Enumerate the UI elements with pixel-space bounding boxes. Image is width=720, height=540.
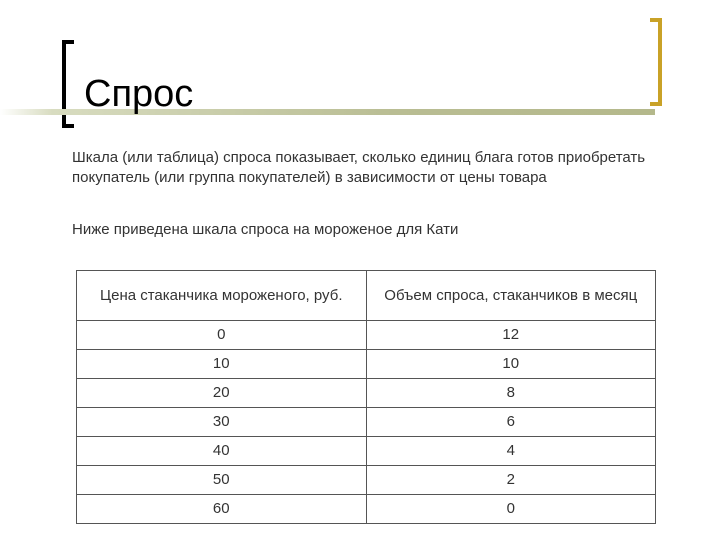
price-cell: 60 [77,495,367,524]
price-cell: 40 [77,437,367,466]
quantity-cell: 0 [366,495,656,524]
intro-paragraph: Ниже приведена шкала спроса на мороженое для Кати [72,221,459,238]
quantity-cell: 4 [366,437,656,466]
quantity-cell: 12 [366,321,656,350]
price-cell: 20 [77,379,367,408]
definition-paragraph: Шкала (или таблица) спроса показывает, сколько единиц блага готов приобретать покупатель (или группа покупателей) в зависимости от цены товара [72,149,646,186]
price-cell: 50 [77,466,367,495]
price-cell: 0 [77,321,367,350]
table-row [77,379,656,408]
price-cell: 10 [77,350,367,379]
table-row [77,350,656,379]
quantity-cell: 10 [366,350,656,379]
table-row [77,437,656,466]
right-bracket-decoration [650,18,662,106]
quantity-cell: 8 [366,379,656,408]
quantity-cell: 6 [366,408,656,437]
table-row [77,466,656,495]
header-quantity: Объем спроса, стаканчиков в месяц [366,271,656,321]
header-price: Цена стаканчика мороженого, руб. [77,271,367,321]
page-title: Спрос [84,73,194,115]
price-cell: 30 [77,408,367,437]
demand-table [76,270,656,524]
table-row [77,321,656,350]
quantity-cell: 2 [366,466,656,495]
table-row [77,408,656,437]
table-header-row [77,271,656,321]
table-row [77,495,656,524]
